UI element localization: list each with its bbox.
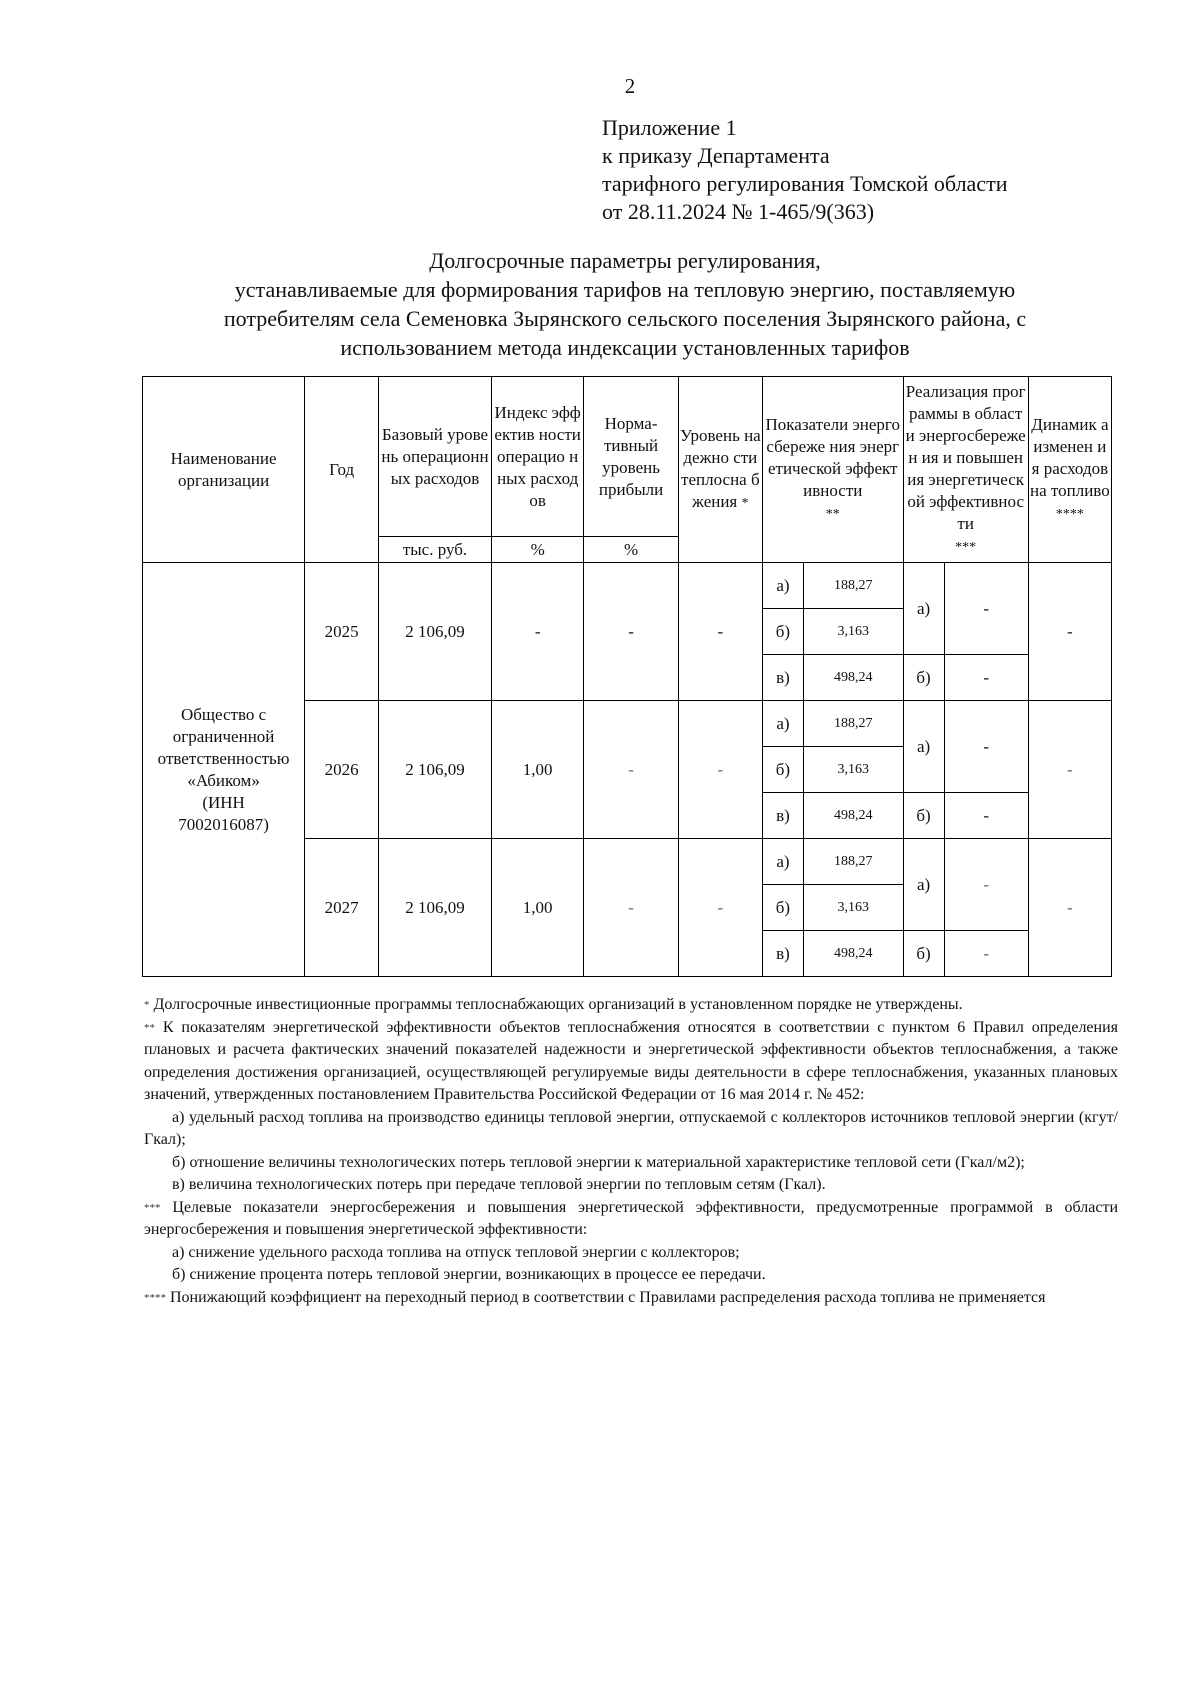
- footnotes: [144, 994, 1118, 1309]
- energy-label: а): [762, 701, 803, 747]
- energy-label: б): [762, 885, 803, 931]
- footnote-3b: б) снижение процента потерь тепловой энергии, возникающих в процессе ее передачи.: [172, 1266, 766, 1283]
- year-cell: 2026: [305, 701, 379, 839]
- header-reliability: [678, 377, 762, 563]
- reliability-cell: -: [678, 839, 762, 977]
- header-org: Наименование организации: [143, 377, 305, 563]
- header-energy-mark: **: [825, 506, 840, 522]
- appendix-header: [602, 114, 1007, 226]
- index-cell: 1,00: [491, 701, 583, 839]
- footnote-3-mark: ***: [144, 1201, 161, 1214]
- profit-cell: -: [584, 701, 678, 839]
- header-fuel-mark: ****: [1055, 506, 1084, 522]
- header-energy: [762, 377, 903, 563]
- org-line-4: «Абиком»: [187, 770, 260, 790]
- energy-label: в): [762, 655, 803, 701]
- header-reliability-text: Уровень надежно сти теплосна бжения: [679, 425, 761, 511]
- footnote-2-mark: **: [144, 1021, 155, 1034]
- energy-value: 498,24: [803, 655, 903, 701]
- footnote-3: [144, 1197, 1118, 1242]
- header-program: [903, 377, 1028, 563]
- unit-index: %: [491, 537, 583, 563]
- program-label: б): [903, 655, 944, 701]
- organization-cell: [143, 563, 305, 977]
- header-index: Индекс эффектив ности операцио нных расходов: [491, 377, 583, 537]
- title-line-2: устанавливаемые для формирования тарифов на тепловую энергию, поставляемую: [234, 277, 1016, 302]
- program-label: а): [903, 563, 944, 655]
- appendix-line-4: от 28.11.2024 № 1-465/9(363): [602, 199, 875, 224]
- base-cell: 2 106,09: [379, 563, 492, 701]
- header-fuel-text: Динамик а изменен ия расходов на топливо: [1030, 414, 1110, 500]
- header-profit: Норма- тивный уровень прибыли: [584, 377, 678, 537]
- footnote-3-text: Целевые показатели энергосбережения и повышения энергетической эффективности, предусмотренные программой в области энергосбережения и повышения энергетической эффективности:: [144, 1198, 1119, 1238]
- program-value: -: [944, 701, 1028, 793]
- energy-label: а): [762, 563, 803, 609]
- footnote-2: [144, 1017, 1118, 1107]
- header-year: Год: [305, 377, 379, 563]
- header-energy-text: Показатели энергосбереже ния энергетической эффективности: [765, 414, 900, 500]
- energy-label: а): [762, 839, 803, 885]
- year-cell: 2027: [305, 839, 379, 977]
- program-label: а): [903, 839, 944, 931]
- footnote-1-text: Долгосрочные инвестиционные программы теплоснабжающих организаций в установленном порядке не утверждены.: [153, 996, 963, 1013]
- program-value: -: [944, 793, 1028, 839]
- footnote-3a: а) снижение удельного расхода топлива на отпуск тепловой энергии с коллекторов;: [172, 1243, 740, 1261]
- energy-value: 188,27: [803, 563, 903, 609]
- footnote-2-text: К показателям энергетической эффективности объектов теплоснабжения относятся в соответствии с пунктом 6 Правил определения плановых и расчета фактических значений показателей надежности и энергетической эффективности объектов теплоснабжения, а также определения достижения организацией, осуществляющей регулируемые виды деятельности в сфере теплоснабжения, указанных плановых значений, утвержденных постановлением Правительства Российской Федерации от 16 мая 2014 г. № 452:: [144, 1018, 1119, 1103]
- header-program-mark: ***: [955, 539, 977, 555]
- year-cell: 2025: [305, 563, 379, 701]
- footnote-2b: б) отношение величины технологических потерь тепловой энергии к материальной характеристике тепловой сети (Гкал/м2);: [172, 1153, 1025, 1171]
- footnote-1: [144, 994, 1118, 1017]
- program-label: б): [903, 931, 944, 977]
- fuel-cell: -: [1028, 701, 1111, 839]
- org-line-1: Общество с: [181, 704, 267, 724]
- profit-cell: -: [584, 563, 678, 701]
- footnote-4-text: Понижающий коэффициент на переходный период в соответствии с Правилами распределения расхода топлива не применяется: [170, 1288, 1046, 1306]
- appendix-line-1: Приложение 1: [602, 115, 737, 140]
- reliability-cell: -: [678, 701, 762, 839]
- base-cell: 2 106,09: [379, 839, 492, 977]
- program-value: -: [944, 655, 1028, 701]
- energy-label: б): [762, 609, 803, 655]
- parameters-table: [142, 376, 1112, 977]
- header-reliability-mark: *: [741, 495, 749, 511]
- footnote-1-mark: *: [144, 999, 150, 1011]
- org-line-3: ответственностью: [157, 748, 290, 768]
- energy-value: 498,24: [803, 931, 903, 977]
- header-program-text: Реализация программы в области энергосбережен ия и повышения энергетической эффективности: [905, 381, 1026, 533]
- header-base: Базовый уровень операционн ых расходов: [379, 377, 492, 537]
- program-label: б): [903, 793, 944, 839]
- document-title: [130, 246, 1120, 362]
- org-line-5: (ИНН: [202, 792, 245, 812]
- energy-value: 498,24: [803, 793, 903, 839]
- energy-value: 188,27: [803, 701, 903, 747]
- energy-label: в): [762, 931, 803, 977]
- energy-value: 3,163: [803, 885, 903, 931]
- fuel-cell: -: [1028, 839, 1111, 977]
- title-line-4: использованием метода индексации установленных тарифов: [340, 335, 910, 360]
- appendix-line-3: тарифного регулирования Томской области: [602, 171, 1008, 196]
- unit-base: тыс. руб.: [379, 537, 492, 563]
- program-value: -: [944, 563, 1028, 655]
- footnote-4-mark: ****: [144, 1291, 166, 1304]
- program-label: а): [903, 701, 944, 793]
- header-fuel: [1028, 377, 1111, 563]
- energy-value: 3,163: [803, 609, 903, 655]
- unit-profit: %: [584, 537, 678, 563]
- index-cell: -: [491, 563, 583, 701]
- reliability-cell: -: [678, 563, 762, 701]
- title-line-1: Долгосрочные параметры регулирования,: [429, 248, 821, 273]
- index-cell: 1,00: [491, 839, 583, 977]
- base-cell: 2 106,09: [379, 701, 492, 839]
- energy-label: б): [762, 747, 803, 793]
- profit-cell: -: [584, 839, 678, 977]
- page-number: 2: [624, 74, 636, 98]
- footnote-2c: в) величина технологических потерь при передаче тепловой энергии по тепловым сетям (Гкал).: [172, 1176, 826, 1193]
- footnote-4: [144, 1287, 1118, 1310]
- program-value: -: [944, 931, 1028, 977]
- title-line-3: потребителям села Семеновка Зырянского сельского поселения Зырянского района, с: [223, 306, 1027, 331]
- appendix-line-2: к приказу Департамента: [602, 143, 830, 168]
- fuel-cell: -: [1028, 563, 1111, 701]
- energy-value: 3,163: [803, 747, 903, 793]
- energy-label: в): [762, 793, 803, 839]
- energy-value: 188,27: [803, 839, 903, 885]
- org-line-2: ограниченной: [172, 726, 275, 746]
- org-line-6: 7002016087): [178, 814, 269, 834]
- footnote-2a: а) удельный расход топлива на производство единицы тепловой энергии, отпускаемой с коллекторов источников тепловой энергии (кгут/Гкал);: [144, 1108, 1118, 1148]
- program-value: -: [944, 839, 1028, 931]
